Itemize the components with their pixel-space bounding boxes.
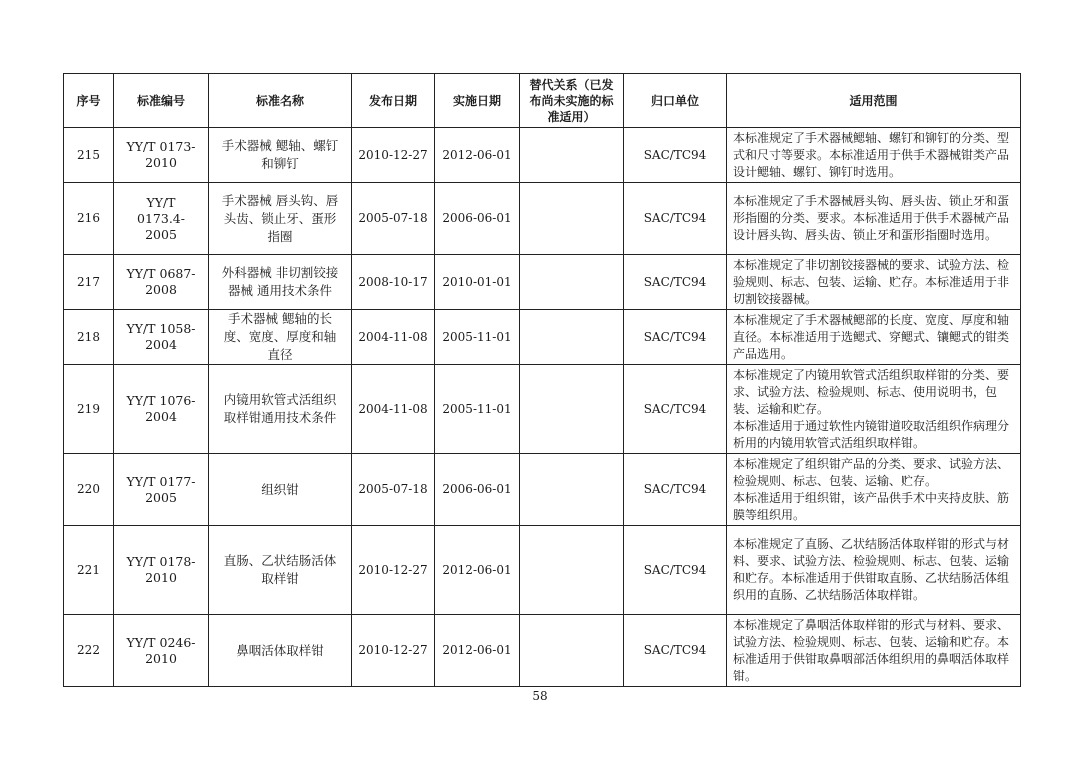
cell-code: YY/T 0173.4-2005 <box>114 183 209 255</box>
page-number: 58 <box>532 689 548 703</box>
cell-replacement <box>520 128 624 183</box>
header-implement-date: 实施日期 <box>435 74 520 128</box>
header-code: 标准编号 <box>114 74 209 128</box>
table-row <box>64 183 1021 255</box>
cell-implement-date: 2005-11-01 <box>435 310 520 365</box>
cell-scope: 本标准规定了直肠、乙状结肠活体取样钳的形式与材料、要求、试验方法、检验规则、标志、包装、运输和贮存。本标准适用于供钳取直肠、乙状结肠活体组织用的直肠、乙状结肠活体取样钳。 <box>727 526 1021 615</box>
cell-name: 直肠、乙状结肠活体取样钳 <box>209 526 352 615</box>
cell-code: YY/T 1076-2004 <box>114 365 209 454</box>
cell-publish-date: 2010-12-27 <box>352 615 435 687</box>
cell-publish-date: 2005-07-18 <box>352 454 435 526</box>
cell-code: YY/T 0246-2010 <box>114 615 209 687</box>
cell-name: 鼻咽活体取样钳 <box>209 615 352 687</box>
cell-replacement <box>520 183 624 255</box>
cell-serial: 220 <box>64 454 114 526</box>
cell-unit: SAC/TC94 <box>624 310 727 365</box>
table-row <box>64 615 1021 687</box>
cell-replacement <box>520 365 624 454</box>
cell-serial: 219 <box>64 365 114 454</box>
cell-replacement <box>520 526 624 615</box>
cell-publish-date: 2008-10-17 <box>352 255 435 310</box>
cell-scope: 本标准规定了手术器械鳃部的长度、宽度、厚度和轴直径。本标准适用于选鳃式、穿鳃式、镶鳃式的钳类产品选用。 <box>727 310 1021 365</box>
cell-unit: SAC/TC94 <box>624 615 727 687</box>
cell-unit: SAC/TC94 <box>624 365 727 454</box>
cell-unit: SAC/TC94 <box>624 183 727 255</box>
cell-name: 外科器械 非切割铰接器械 通用技术条件 <box>209 255 352 310</box>
cell-scope: 本标准规定了非切割铰接器械的要求、试验方法、检验规则、标志、包装、运输、贮存。本标准适用于非切割铰接器械。 <box>727 255 1021 310</box>
cell-serial: 218 <box>64 310 114 365</box>
header-scope: 适用范围 <box>727 74 1021 128</box>
cell-implement-date: 2006-06-01 <box>435 183 520 255</box>
cell-publish-date: 2010-12-27 <box>352 526 435 615</box>
table-row <box>64 310 1021 365</box>
cell-publish-date: 2004-11-08 <box>352 365 435 454</box>
table-row <box>64 128 1021 183</box>
table-row <box>64 255 1021 310</box>
header-serial: 序号 <box>64 74 114 128</box>
cell-code: YY/T 0178-2010 <box>114 526 209 615</box>
cell-implement-date: 2010-01-01 <box>435 255 520 310</box>
cell-serial: 222 <box>64 615 114 687</box>
cell-scope: 本标准规定了鼻咽活体取样钳的形式与材料、要求、试验方法、检验规则、标志、包装、运输和贮存。本标准适用于供钳取鼻咽部活体组织用的鼻咽活体取样钳。 <box>727 615 1021 687</box>
cell-publish-date: 2010-12-27 <box>352 128 435 183</box>
cell-implement-date: 2012-06-01 <box>435 615 520 687</box>
cell-scope: 本标准规定了手术器械唇头钩、唇头齿、锁止牙和蛋形指圈的分类、要求。本标准适用于供手术器械产品设计唇头钩、唇头齿、锁止牙和蛋形指圈时选用。 <box>727 183 1021 255</box>
header-replacement: 替代关系（已发布尚未实施的标准适用） <box>520 74 624 128</box>
cell-name: 内镜用软管式活组织取样钳通用技术条件 <box>209 365 352 454</box>
cell-serial: 216 <box>64 183 114 255</box>
cell-publish-date: 2005-07-18 <box>352 183 435 255</box>
cell-implement-date: 2005-11-01 <box>435 365 520 454</box>
cell-scope: 本标准规定了手术器械鳃轴、螺钉和铆钉的分类、型式和尺寸等要求。本标准适用于供手术器械钳类产品设计鳃轴、螺钉、铆钉时选用。 <box>727 128 1021 183</box>
cell-code: YY/T 0177-2005 <box>114 454 209 526</box>
cell-replacement <box>520 615 624 687</box>
cell-implement-date: 2012-06-01 <box>435 526 520 615</box>
cell-name: 手术器械 鳃轴的长度、宽度、厚度和轴直径 <box>209 310 352 365</box>
table-header-row <box>64 74 1021 128</box>
cell-serial: 215 <box>64 128 114 183</box>
cell-name: 手术器械 鳃轴、螺钉和铆钉 <box>209 128 352 183</box>
cell-name: 组织钳 <box>209 454 352 526</box>
cell-publish-date: 2004-11-08 <box>352 310 435 365</box>
table-row <box>64 454 1021 526</box>
cell-replacement <box>520 454 624 526</box>
cell-code: YY/T 0687-2008 <box>114 255 209 310</box>
cell-unit: SAC/TC94 <box>624 255 727 310</box>
cell-name: 手术器械 唇头钩、唇头齿、锁止牙、蛋形指圈 <box>209 183 352 255</box>
header-name: 标准名称 <box>209 74 352 128</box>
cell-unit: SAC/TC94 <box>624 128 727 183</box>
cell-unit: SAC/TC94 <box>624 526 727 615</box>
cell-replacement <box>520 255 624 310</box>
cell-scope: 本标准规定了组织钳产品的分类、要求、试验方法、检验规则、标志、包装、运输、贮存。 本标准适用于组织钳，该产品供手术中夹持皮肤、筋膜等组织用。 <box>727 454 1021 526</box>
table-row <box>64 526 1021 615</box>
cell-code: YY/T 0173-2010 <box>114 128 209 183</box>
cell-scope: 本标准规定了内镜用软管式活组织取样钳的分类、要求、试验方法、检验规则、标志、使用说明书，包装、运输和贮存。 本标准适用于通过软性内镜钳道咬取活组织作病理分析用的内镜用软管式活组织取样钳。 <box>727 365 1021 454</box>
cell-code: YY/T 1058-2004 <box>114 310 209 365</box>
header-publish-date: 发布日期 <box>352 74 435 128</box>
cell-implement-date: 2012-06-01 <box>435 128 520 183</box>
cell-implement-date: 2006-06-01 <box>435 454 520 526</box>
standards-table <box>63 73 1021 687</box>
header-unit: 归口单位 <box>624 74 727 128</box>
table-row <box>64 365 1021 454</box>
cell-serial: 221 <box>64 526 114 615</box>
cell-unit: SAC/TC94 <box>624 454 727 526</box>
cell-replacement <box>520 310 624 365</box>
cell-serial: 217 <box>64 255 114 310</box>
